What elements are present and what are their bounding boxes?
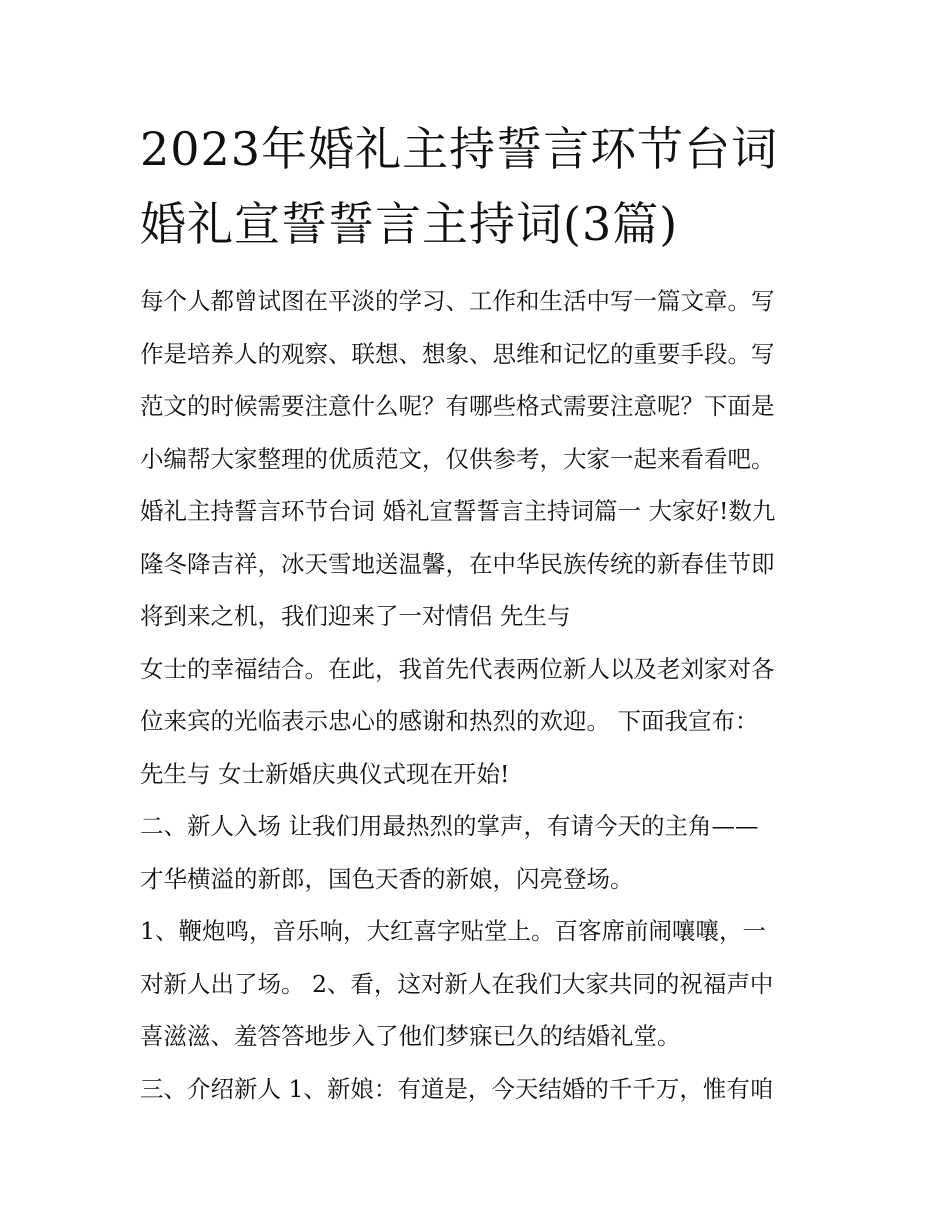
body-line: 隆冬降吉祥，冰天雪地送温馨，在中华民族传统的新春佳节即: [140, 549, 775, 578]
body-line: 对新人出了场。 2、看，这对新人在我们大家共同的祝福声中: [140, 969, 774, 998]
body-line: 才华横溢的新郎，国色天香的新娘，闪亮登场。: [140, 864, 634, 893]
body-line: 位来宾的光临表示忠心的感谢和热烈的欢迎。 下面我宣布：: [140, 707, 759, 735]
body-line: 喜滋滋、羞答答地步入了他们梦寐已久的结婚礼堂。: [140, 1022, 681, 1050]
title-line: 婚礼宣誓誓言主持词(3篇): [140, 197, 679, 251]
body-line: 1、鞭炮鸣，音乐响，大红喜字贴堂上。百客席前闹嚷嚷，一: [140, 917, 766, 945]
document-title: [140, 112, 840, 262]
title-line: 2023年婚礼主持誓言环节台词: [140, 122, 779, 176]
body-line: 先生与 女士新婚庆典仪式现在开始!: [140, 759, 510, 788]
body-line: 范文的时候需要注意什么呢？有哪些格式需要注意呢？下面是: [140, 392, 775, 420]
body-line: 三、介绍新人 1、新娘：有道是，今天结婚的千千万，惟有咱: [140, 1074, 774, 1103]
body-line: 每个人都曾试图在平淡的学习、工作和生活中写一篇文章。写: [140, 287, 775, 315]
body-line: 女士的幸福结合。在此，我首先代表两位新人以及老刘家对各: [140, 654, 775, 683]
body-line: 作是培养人的观察、联想、想象、思维和记忆的重要手段。写: [140, 339, 775, 368]
body-line: 小编帮大家整理的优质范文，仅供参考，大家一起来看看吧。: [140, 444, 775, 473]
body-line: 二、新人入场 让我们用最热烈的掌声，有请今天的主角——: [140, 812, 759, 840]
document-body: [140, 275, 830, 1115]
body-line: 将到来之机，我们迎来了一对情侣 先生与: [140, 602, 571, 630]
body-line: 婚礼主持誓言环节台词 婚礼宣誓誓言主持词篇一 大家好!数九: [140, 497, 776, 525]
